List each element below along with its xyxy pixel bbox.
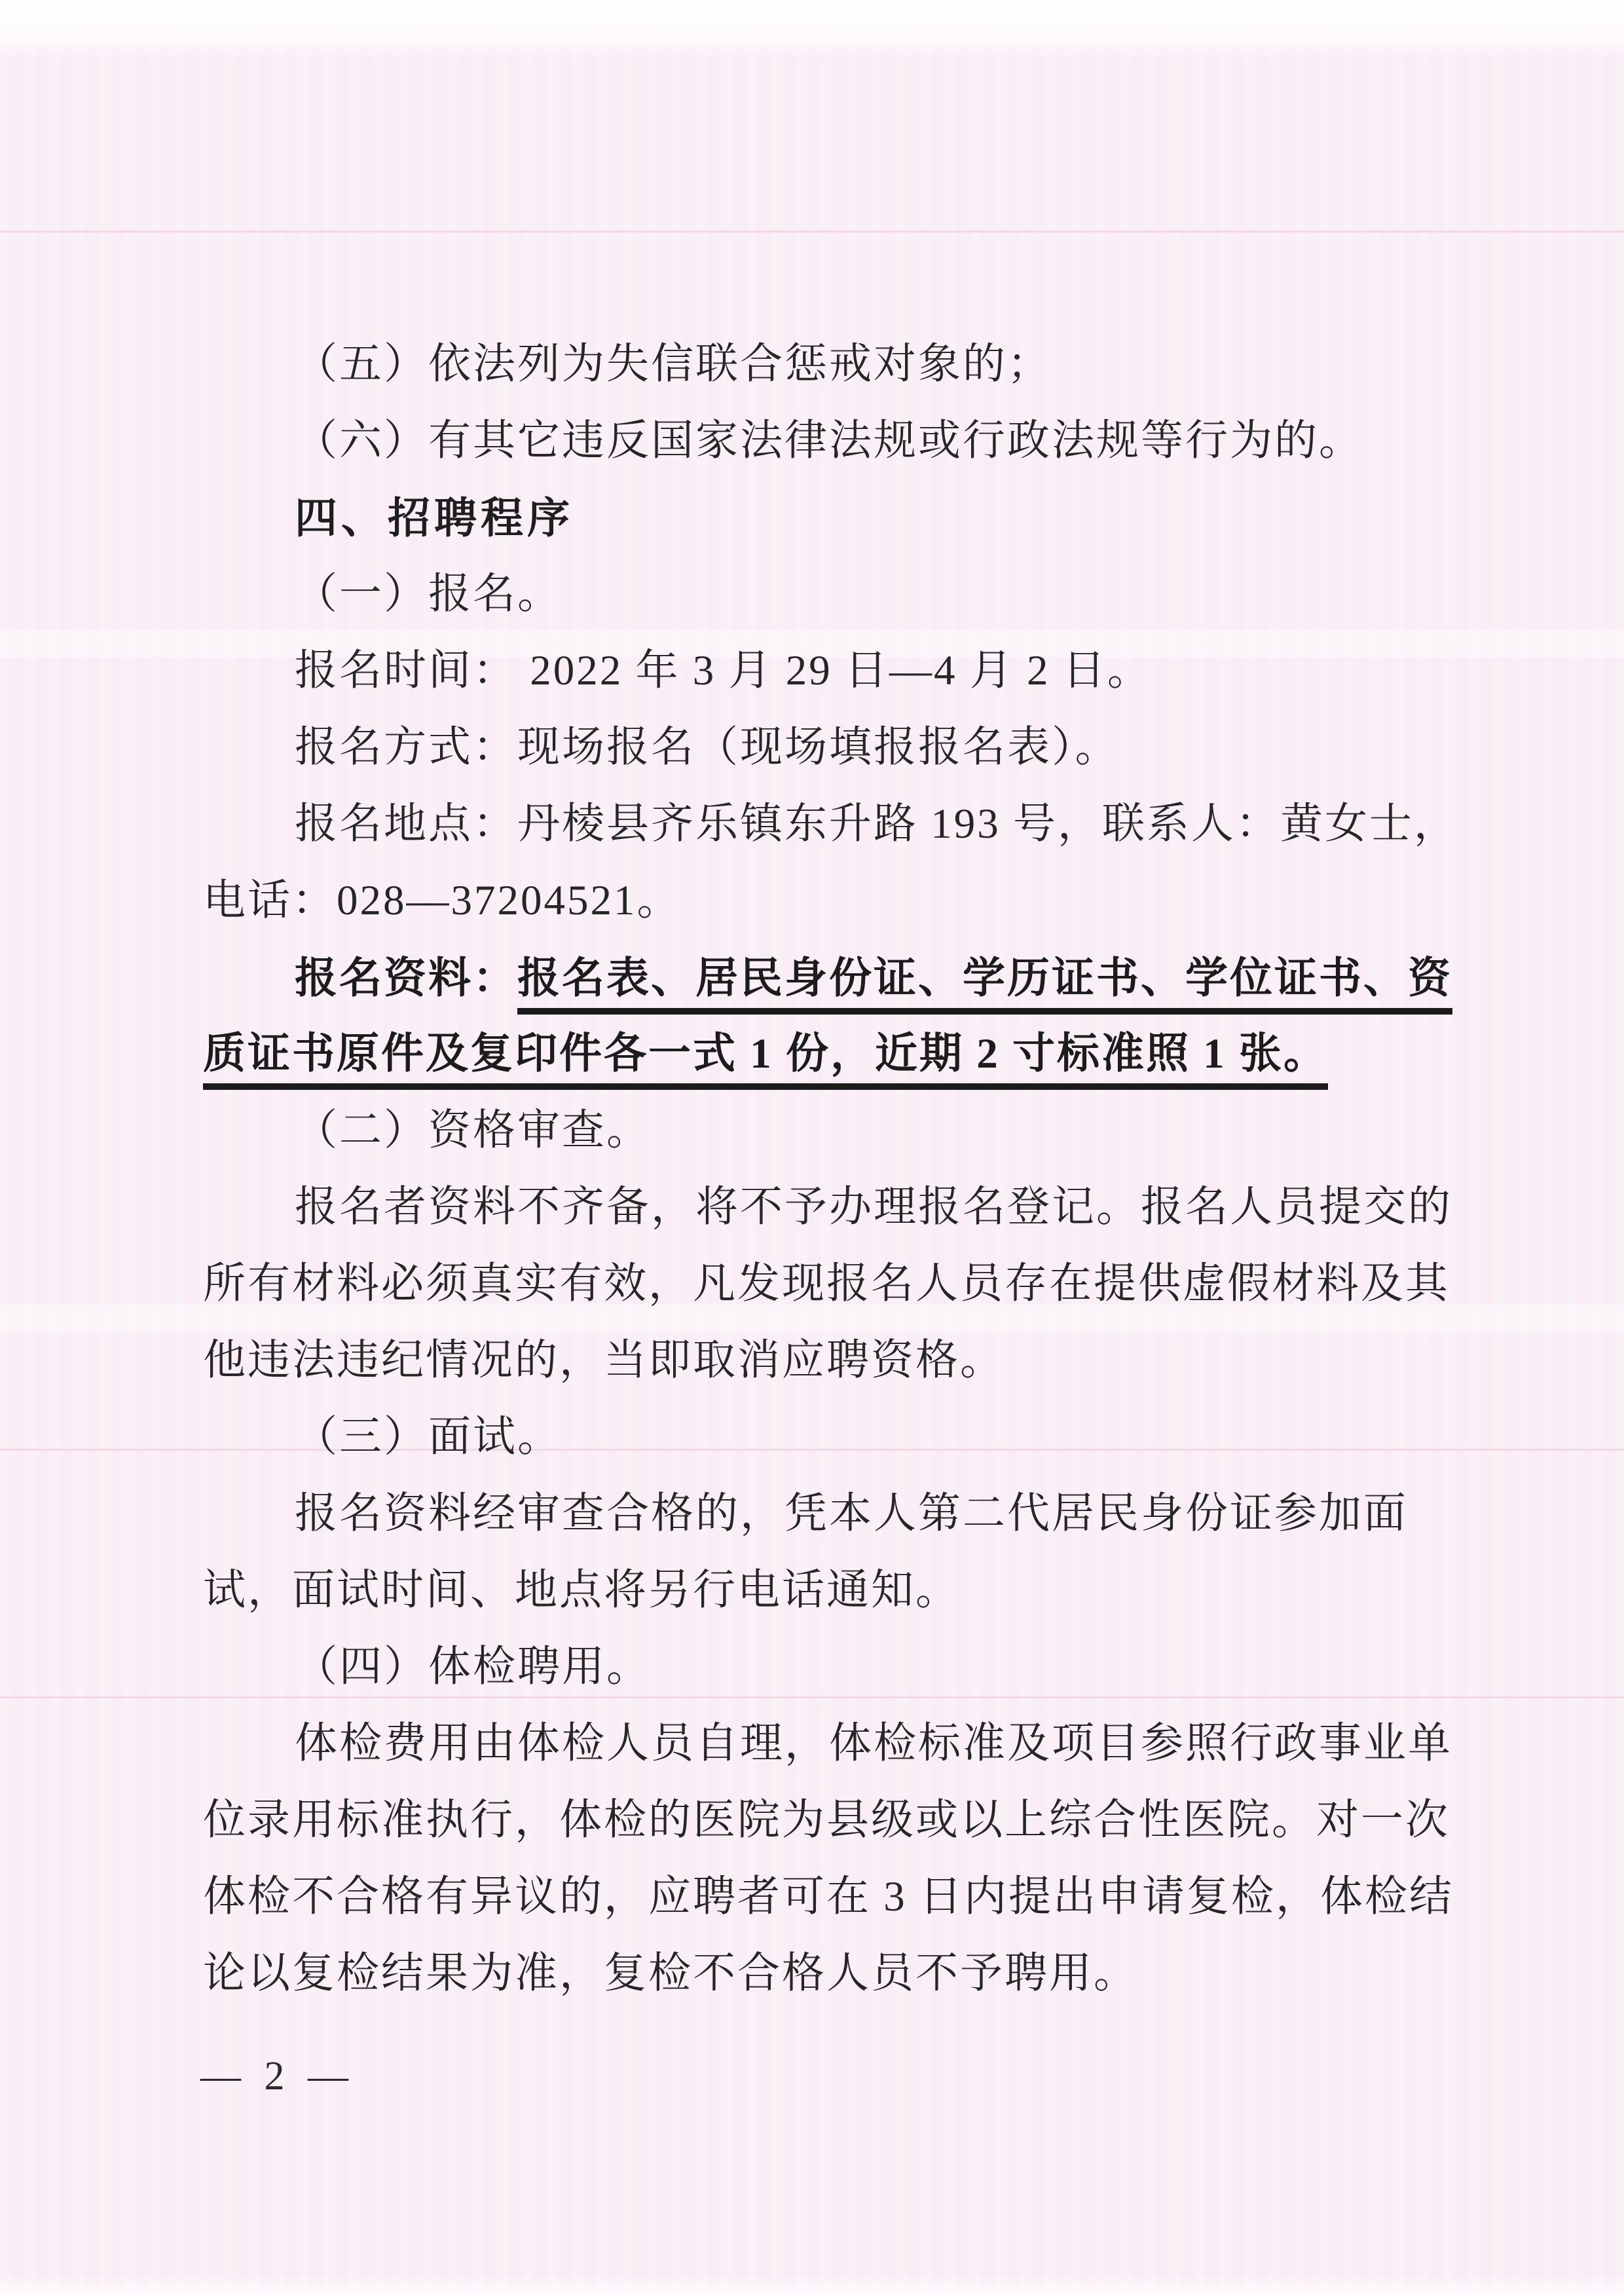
document-line [203,1859,1454,1935]
document-line [203,1706,1453,1782]
document-line [203,1476,1447,1552]
text-segment: 质证书原件及复印件各一式 1 份，近期 2 寸标准照 1 张。 [203,1030,1328,1090]
text-segment: 位录用标准执行，体检的医院为县级或以上综合性医院。对一次 [203,1797,1450,1844]
document-line [203,786,1459,863]
document-line [203,326,1447,403]
scan-artifact-line [0,231,1624,233]
text-segment: 报名表、居民身份证、学历证书、学位证书、资 [517,955,1452,1015]
document-line [203,709,1447,786]
document-line [203,1399,1447,1476]
document-line [203,1935,1447,2012]
text-segment: 体检不合格有异议的，应聘者可在 3 日内提出申请复检，体检结 [203,1873,1454,1920]
scan-white-band-top [0,0,1624,58]
document-body [203,326,1459,2012]
text-segment: 报名时间： 2022 年 3 月 29 日—4 月 2 日。 [295,647,1152,694]
text-segment: （一）报名。 [295,570,563,618]
text-segment: 四、招聘程序 [295,494,574,542]
text-segment: 体检费用由体检人员自理，体检标准及项目参照行政事业单 [295,1720,1453,1767]
document-line [203,1552,1447,1629]
text-segment: （六）有其它违反国家法律法规或行政法规等行为的。 [295,417,1364,464]
document-line [203,556,1447,633]
text-segment: 试，面试时间、地点将另行电话通知。 [203,1567,961,1614]
document-line [203,403,1447,479]
text-segment: 报名地点：丹棱县齐乐镇东升路 193 号，联系人：黄女士， [295,800,1459,848]
document-line [203,863,1447,939]
text-segment: 报名者资料不齐备，将不予办理报名登记。报名人员提交的 [295,1184,1453,1231]
document-line [203,633,1447,709]
text-segment: 报名资料： [295,954,518,1001]
text-segment: （四）体检聘用。 [295,1643,652,1690]
text-segment: （二）资格审查。 [295,1107,652,1154]
document-line [203,1016,1447,1092]
text-segment: （五）依法列为失信联合惩戒对象的； [295,341,1052,388]
text-segment: 报名方式：现场报名（现场填报报名表）。 [295,724,1120,771]
scan-white-band-bottom [0,2275,1624,2295]
document-line [203,1322,1447,1399]
document-line [203,1092,1447,1169]
text-segment: 他违法违纪情况的，当即取消应聘资格。 [203,1337,1005,1384]
text-segment: 所有材料必须真实有效，凡发现报名人员存在提供虚假材料及其 [203,1260,1450,1307]
text-segment: 报名资料经审查合格的，凭本人第二代居民身份证参加面 [295,1490,1409,1537]
document-line [203,1169,1453,1246]
document-line [203,479,1447,556]
text-segment: 电话：028—37204521。 [203,877,682,924]
document-line [203,939,1453,1016]
document-line [203,1246,1450,1322]
document-line [203,1629,1447,1706]
page-number: — 2 — [200,2054,355,2099]
document-line [203,1782,1450,1859]
text-segment: 论以复检结果为准，复检不合格人员不予聘用。 [203,1950,1139,1997]
text-segment: （三）面试。 [295,1413,563,1461]
